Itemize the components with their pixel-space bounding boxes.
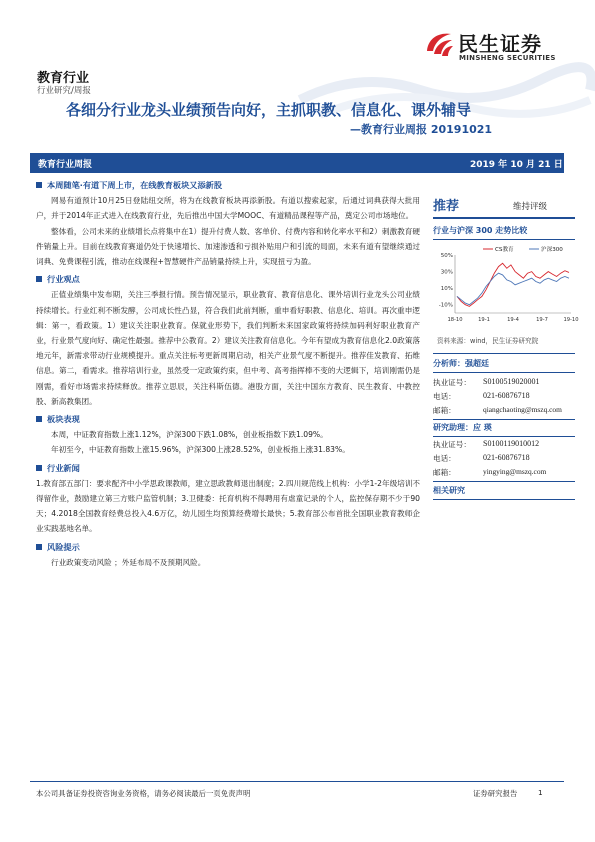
footer-doc-type: 证券研究报告 [473,789,518,798]
paragraph: 1.教育部五部门：要求配齐中小学思政课教师，建立思政教师退出制度；2.四川规范线上机构：小学1-2年级培训不得留作业，鼓励建立第三方账户监管机制；3.卫健委：托育机构不得聘用有虐童记录的个人，监控保存期不少于90天；4.2018全国教育经费总投入4.6万亿，幼儿园生均预算经费增长最快；5.教育部公布首批全国职业教育教师企业实践基地名单。 [36,478,420,534]
section-sector-performance [36,412,420,458]
section-risk [36,540,420,570]
analyst-email-row [433,405,562,416]
divider [433,353,575,354]
divider [433,419,575,420]
sidebar [433,195,579,495]
section-title: 风险提示 [36,540,420,555]
divider [433,481,575,482]
field-label: 执业证号： [433,440,471,449]
page-number: 1 [538,788,543,797]
logo-text-cn: 民生证券 [458,32,542,56]
paragraph: 网易有道预计10月25日登陆纽交所，将为在线教育板块再添新股。有道以搜索起家，后通过词典获得大批用户，并于2014年正式进入在线教育行业，先后推出中国大学MOOC、有道精品课程等产品，奠定公司市场地位。 [36,196,420,221]
report-title: 各细分行业龙头业绩预告向好，主抓职教、信息化、课外辅导 [66,101,472,119]
section-title: 行业新闻 [36,461,420,476]
chart-source: 资料来源：wind，民生证券研究院 [437,337,539,345]
footer-divider [30,781,564,782]
assistant-email-row [433,467,547,478]
doc-type-label: 行业研究/周报 [37,86,91,96]
industry-label: 教育行业 [37,71,90,86]
analyst-phone-row [433,391,530,402]
assistant-phone-row [433,453,530,464]
section-industry-view [36,272,420,409]
divider [433,436,575,437]
recommendation: 推荐 [433,199,460,214]
trend-chart [433,245,579,325]
x-tick-label: 19-10 [563,317,579,323]
divider [433,239,575,240]
section-title: 本周随笔·有道下周上市，在线教育板块又添新股 [36,178,420,193]
y-tick-label: -10% [438,302,453,309]
analyst-email[interactable]: qiangchaoting@mszq.com [483,405,562,414]
series-line-1 [457,273,569,305]
section-essay [36,178,420,269]
field-label: 邮箱： [433,406,456,415]
divider [433,372,575,373]
x-tick-label: 19-4 [507,317,519,323]
rating-label: 维持评级 [513,202,548,212]
main-content [36,178,420,570]
y-tick-label: 10% [440,286,453,293]
paragraph: 行业政策变动风险 ；外延布局不及预期风险。 [51,557,206,567]
legend-label: 沪深300 [541,247,563,253]
analyst-cert-row [433,377,540,388]
footer-disclaimer: 本公司具备证券投资咨询业务资格，请务必阅读最后一页免责声明 [36,789,251,798]
field-label: 电话： [433,454,456,463]
section-title: 行业观点 [36,272,420,287]
assistant-cert-row [433,439,540,450]
x-tick-label: 19-7 [536,317,548,323]
analyst-phone: 021-60876718 [483,391,530,400]
series-line-0 [457,263,569,306]
divider [433,217,575,219]
section-industry-news [36,461,420,537]
assistant-phone: 021-60876718 [483,453,530,462]
assistant-cert: S0100119010012 [483,439,540,448]
assistant-label: 研究助理：应 瑛 [433,423,492,432]
title-bar-left: 教育行业周报 [38,160,93,170]
section-title: 板块表现 [36,412,420,427]
assistant-email[interactable]: yingying@mszq.com [483,467,547,476]
field-label: 邮箱： [433,468,456,477]
analyst-cert: S0100519020001 [483,377,540,386]
minsheng-logo-icon [424,29,454,59]
divider [433,499,575,500]
paragraph: 正值业绩集中发布期，关注三季报行情。预告情况显示，职业教育、教育信息化、课外培训行业龙头公司业绩持续增长。行业红利不断发酵，公司成长性凸显，符合我们此前判断，重申看好职教、信息化、培训。再次重申逻辑：第一，看政策。1）建议关注职业教育。保就业形势下，我们判断未来国家政策将持续加码利好职业教育产业，行业景气度向好、确定性最强。推荐中公教育。2）建议关注教育信息化。今年有望成为教育信息化2.0政策落地元年，新需求带动行业规模提升。重点关注标考更新周期启动，相关产业景气度不断提升。推荐佳发教育、拓维信息。第二，看需求。推荐培训行业，虽然受一定政策约束，但中考、高考指挥棒不变的大逻辑下，培训刚需仍是刚需，看好市场需求持续释放。推荐立思辰，关注科斯伍德。港股方面，关注中国东方教育、民生教育、中教控股、新高教集团。 [36,290,420,406]
field-label: 执业证号： [433,378,471,387]
y-tick-label: 30% [440,269,453,276]
paragraph: 整体看，公司未来的业绩增长点将集中在1）提升付费人数、客单价、付费内容和转化率水平和2）刺激教育硬件销量上升。目前在线教育赛道仍处于快速增长、加速渗透和亏损补贴用户和引流的局面，未来有道有望继续通过词典、免费课程引流，推动在线课程+智慧硬件产品销量持续上升，实现扭亏为盈。 [36,226,420,267]
field-label: 电话： [433,392,456,401]
y-tick-label: 50% [440,253,453,259]
analyst-label: 分析师：强超廷 [433,359,489,368]
paragraph: 本周，中证教育指数上涨1.12%，沪深300下跌1.08%，创业板指数下跌1.09%。 [51,430,328,440]
related-research-label: 相关研究 [433,486,465,495]
x-tick-label: 18-10 [447,317,463,323]
legend-label: CS教育 [495,247,514,253]
x-tick-label: 19-1 [478,317,490,323]
chart-title: 行业与沪深 300 走势比较 [433,226,528,235]
paragraph: 年初至今，中证教育指数上涨15.96%，沪深300上涨28.52%，创业板指上涨31.83%。 [51,445,350,455]
report-date: 2019 年 10 月 21 日 [470,160,563,170]
logo-text-en: MINSHENG SECURITIES [459,54,556,62]
report-subtitle: —教育行业周报 20191021 [350,123,493,136]
